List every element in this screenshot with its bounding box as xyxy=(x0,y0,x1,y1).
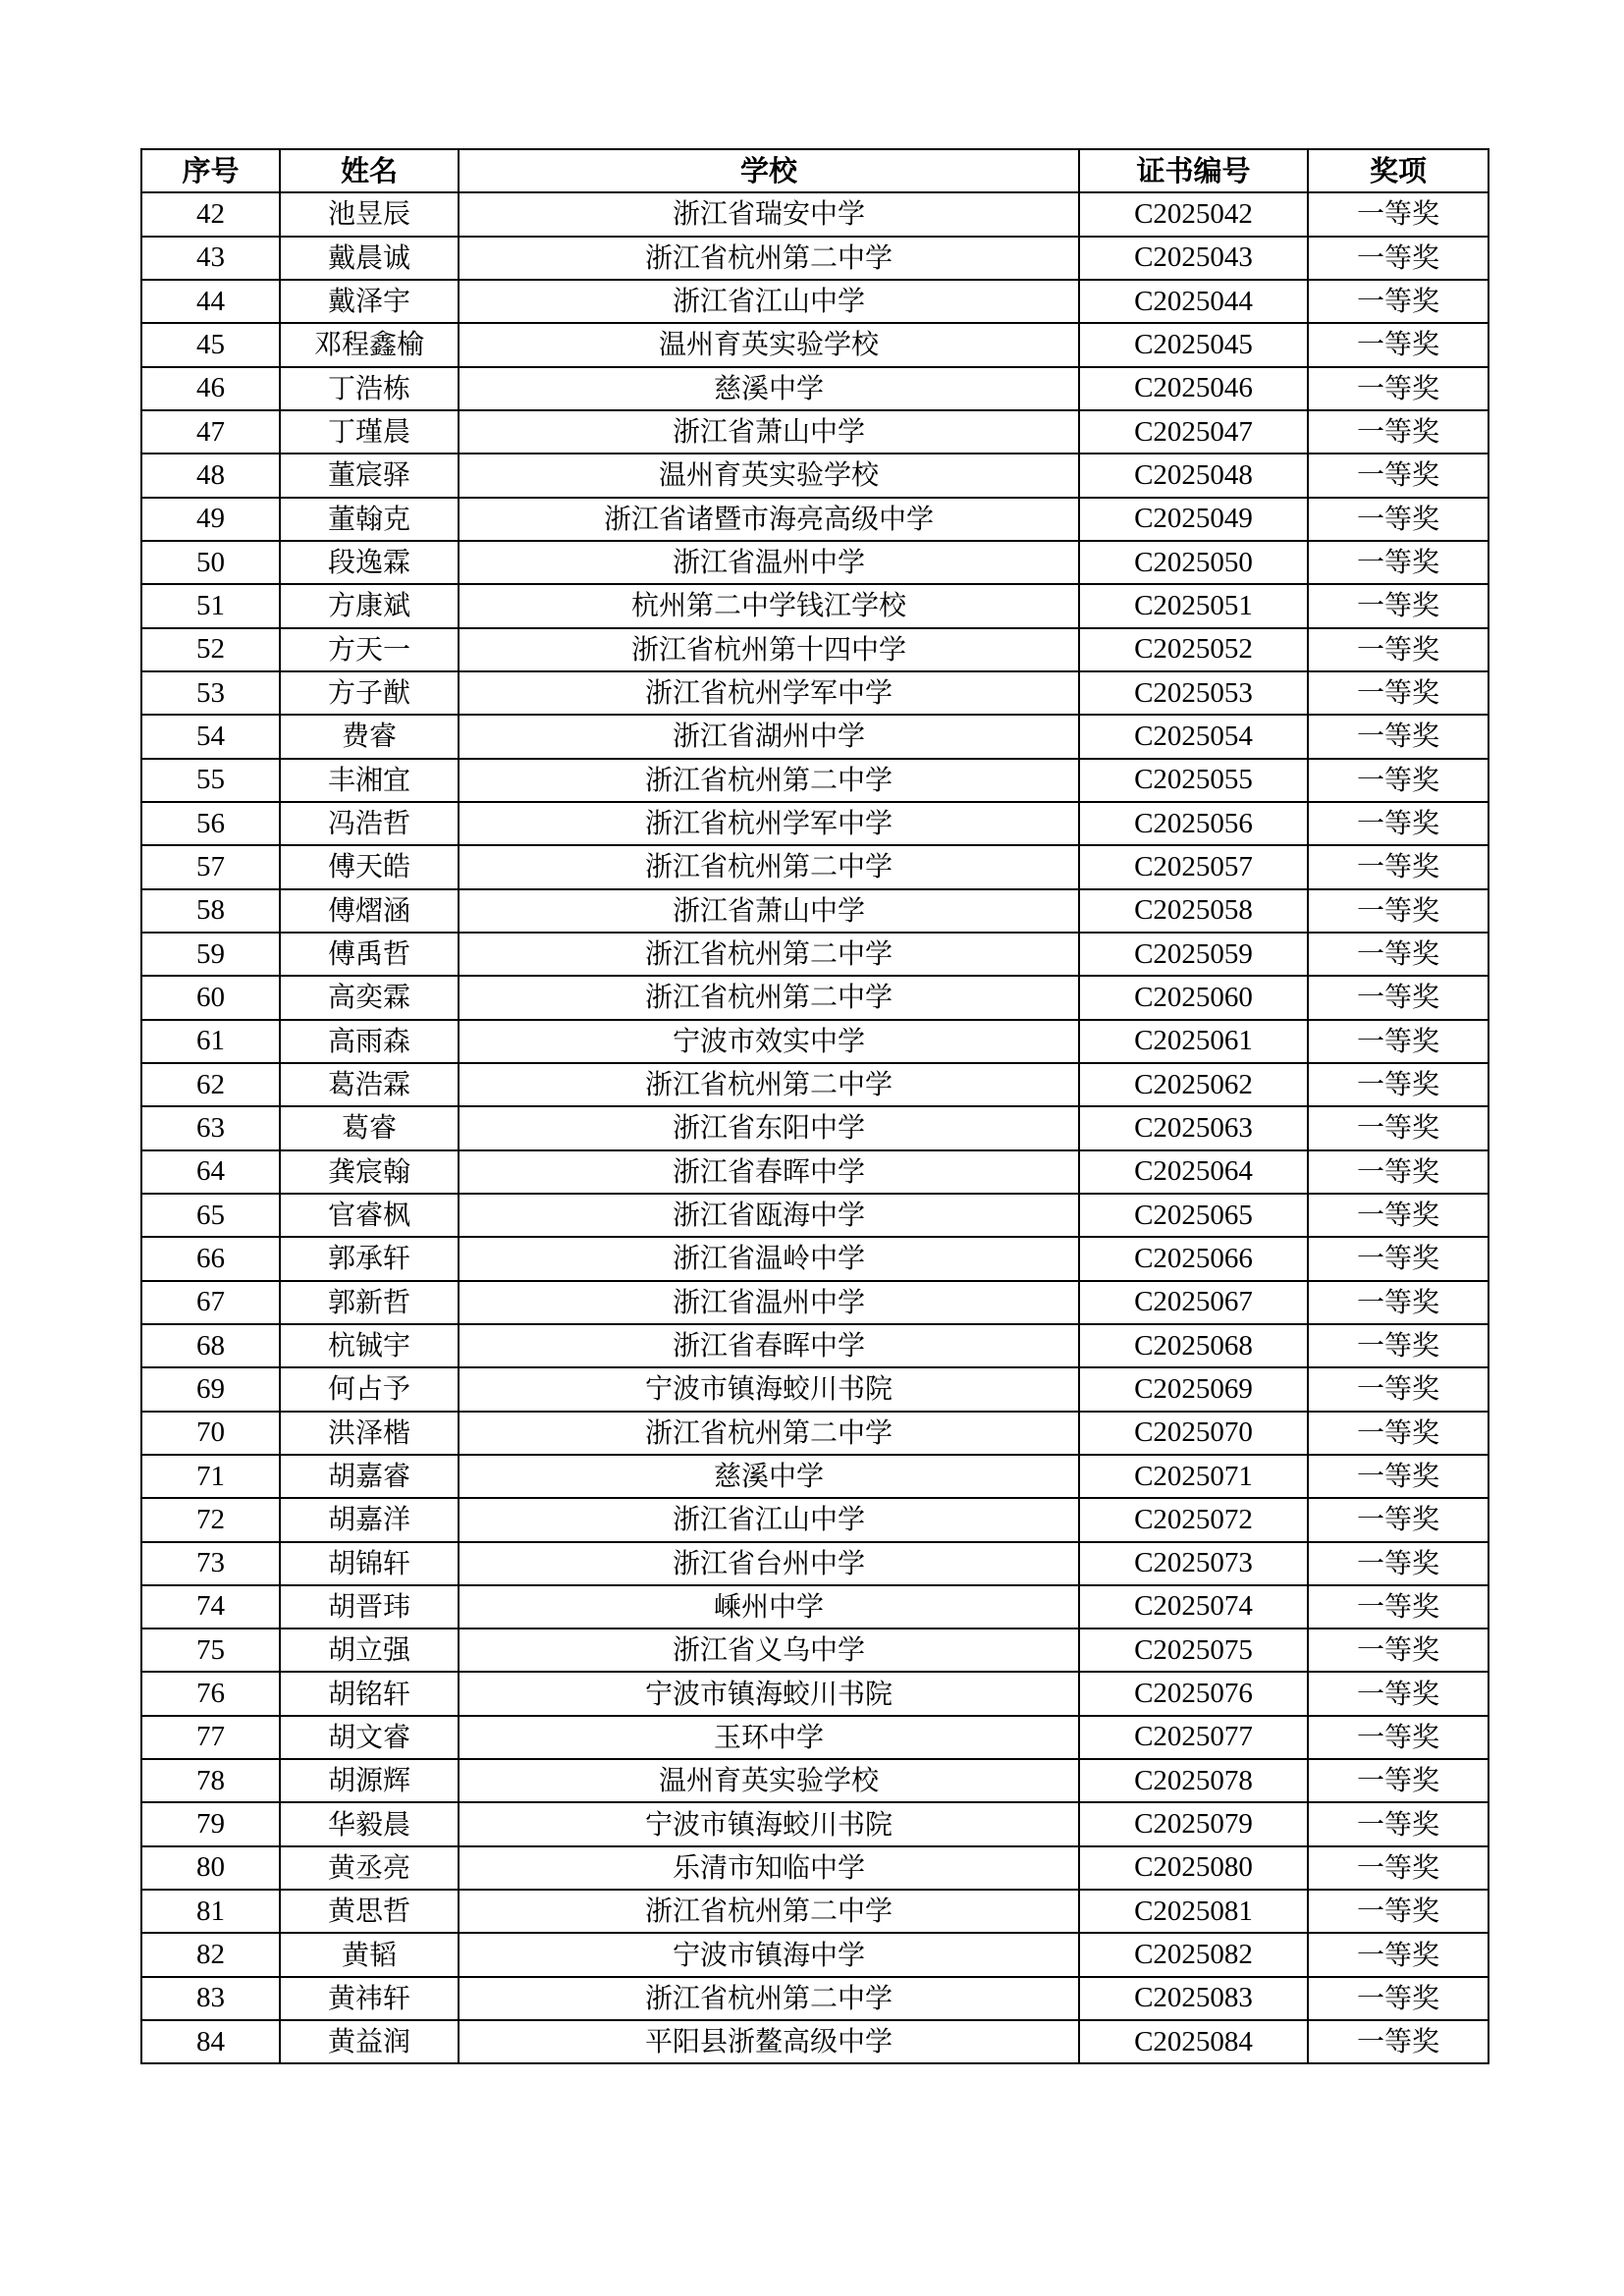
cell-award: 一等奖 xyxy=(1308,1759,1489,1802)
cell-name: 傅天皓 xyxy=(280,845,459,888)
table-row xyxy=(141,976,1489,1019)
cell-seq: 55 xyxy=(141,759,280,802)
cell-seq: 84 xyxy=(141,2020,280,2063)
table-row xyxy=(141,1629,1489,1672)
header-award: 奖项 xyxy=(1308,149,1489,192)
cell-cert: C2025050 xyxy=(1079,541,1308,584)
cell-cert: C2025066 xyxy=(1079,1237,1308,1280)
cell-seq: 75 xyxy=(141,1629,280,1672)
cell-name: 龚宸翰 xyxy=(280,1150,459,1194)
cell-cert: C2025049 xyxy=(1079,498,1308,541)
cell-seq: 82 xyxy=(141,1933,280,1976)
cell-name: 胡晋玮 xyxy=(280,1585,459,1629)
table-row xyxy=(141,1585,1489,1629)
cell-award: 一等奖 xyxy=(1308,628,1489,671)
cell-school: 浙江省杭州第二中学 xyxy=(459,1890,1079,1933)
table-row xyxy=(141,1498,1489,1541)
cell-cert: C2025082 xyxy=(1079,1933,1308,1976)
cell-cert: C2025055 xyxy=(1079,759,1308,802)
cell-name: 丰湘宜 xyxy=(280,759,459,802)
cell-seq: 74 xyxy=(141,1585,280,1629)
table-row xyxy=(141,1933,1489,1976)
cell-cert: C2025070 xyxy=(1079,1412,1308,1455)
cell-school: 浙江省瑞安中学 xyxy=(459,192,1079,236)
cell-seq: 65 xyxy=(141,1194,280,1237)
cell-seq: 56 xyxy=(141,802,280,845)
cell-seq: 80 xyxy=(141,1846,280,1890)
table-row xyxy=(141,1455,1489,1498)
cell-seq: 78 xyxy=(141,1759,280,1802)
cell-seq: 58 xyxy=(141,889,280,933)
table-row xyxy=(141,192,1489,236)
cell-school: 温州育英实验学校 xyxy=(459,454,1079,497)
cell-award: 一等奖 xyxy=(1308,454,1489,497)
cell-cert: C2025062 xyxy=(1079,1063,1308,1106)
table-row xyxy=(141,889,1489,933)
cell-seq: 71 xyxy=(141,1455,280,1498)
table-row xyxy=(141,584,1489,627)
cell-school: 浙江省杭州学军中学 xyxy=(459,671,1079,715)
cell-award: 一等奖 xyxy=(1308,1063,1489,1106)
cell-award: 一等奖 xyxy=(1308,1629,1489,1672)
header-name: 姓名 xyxy=(280,149,459,192)
table-row xyxy=(141,1281,1489,1324)
cell-name: 胡源辉 xyxy=(280,1759,459,1802)
cell-name: 黄祎轩 xyxy=(280,1977,459,2020)
table-row xyxy=(141,1716,1489,1759)
header-seq: 序号 xyxy=(141,149,280,192)
cell-school: 浙江省诸暨市海亮高级中学 xyxy=(459,498,1079,541)
cell-seq: 60 xyxy=(141,976,280,1019)
cell-name: 杭铖宇 xyxy=(280,1324,459,1367)
table-row xyxy=(141,1759,1489,1802)
cell-award: 一等奖 xyxy=(1308,323,1489,366)
header-school: 学校 xyxy=(459,149,1079,192)
cell-award: 一等奖 xyxy=(1308,1933,1489,1976)
table-row xyxy=(141,2020,1489,2063)
cell-seq: 50 xyxy=(141,541,280,584)
cell-school: 浙江省台州中学 xyxy=(459,1542,1079,1585)
cell-award: 一等奖 xyxy=(1308,1846,1489,1890)
cell-award: 一等奖 xyxy=(1308,498,1489,541)
cell-award: 一等奖 xyxy=(1308,541,1489,584)
cell-name: 丁浩栋 xyxy=(280,367,459,410)
table-row xyxy=(141,1194,1489,1237)
cell-seq: 42 xyxy=(141,192,280,236)
cell-name: 葛睿 xyxy=(280,1106,459,1149)
cell-cert: C2025063 xyxy=(1079,1106,1308,1149)
table-row xyxy=(141,1412,1489,1455)
cell-name: 董宸驿 xyxy=(280,454,459,497)
cell-award: 一等奖 xyxy=(1308,367,1489,410)
cell-award: 一等奖 xyxy=(1308,280,1489,323)
cell-cert: C2025047 xyxy=(1079,410,1308,454)
cell-name: 邓程鑫榆 xyxy=(280,323,459,366)
cell-school: 浙江省萧山中学 xyxy=(459,889,1079,933)
cell-award: 一等奖 xyxy=(1308,2020,1489,2063)
cell-cert: C2025058 xyxy=(1079,889,1308,933)
table-row xyxy=(141,845,1489,888)
cell-cert: C2025069 xyxy=(1079,1367,1308,1411)
cell-school: 浙江省瓯海中学 xyxy=(459,1194,1079,1237)
cell-seq: 66 xyxy=(141,1237,280,1280)
cell-school: 浙江省春晖中学 xyxy=(459,1324,1079,1367)
cell-seq: 67 xyxy=(141,1281,280,1324)
table-row xyxy=(141,1890,1489,1933)
cell-school: 嵊州中学 xyxy=(459,1585,1079,1629)
cell-cert: C2025053 xyxy=(1079,671,1308,715)
cell-school: 慈溪中学 xyxy=(459,1455,1079,1498)
cell-award: 一等奖 xyxy=(1308,1412,1489,1455)
cell-award: 一等奖 xyxy=(1308,1498,1489,1541)
cell-name: 傅熠涵 xyxy=(280,889,459,933)
cell-cert: C2025042 xyxy=(1079,192,1308,236)
cell-award: 一等奖 xyxy=(1308,1281,1489,1324)
cell-name: 何占予 xyxy=(280,1367,459,1411)
cell-award: 一等奖 xyxy=(1308,976,1489,1019)
cell-seq: 83 xyxy=(141,1977,280,2020)
cell-school: 宁波市镇海蛟川书院 xyxy=(459,1802,1079,1845)
cell-award: 一等奖 xyxy=(1308,1672,1489,1715)
cell-seq: 76 xyxy=(141,1672,280,1715)
cell-award: 一等奖 xyxy=(1308,1237,1489,1280)
cell-award: 一等奖 xyxy=(1308,1324,1489,1367)
cell-cert: C2025046 xyxy=(1079,367,1308,410)
cell-name: 冯浩哲 xyxy=(280,802,459,845)
cell-name: 黄丞亮 xyxy=(280,1846,459,1890)
cell-cert: C2025075 xyxy=(1079,1629,1308,1672)
cell-seq: 61 xyxy=(141,1020,280,1063)
cell-name: 洪泽楷 xyxy=(280,1412,459,1455)
cell-name: 方子猷 xyxy=(280,671,459,715)
cell-award: 一等奖 xyxy=(1308,1020,1489,1063)
cell-seq: 44 xyxy=(141,280,280,323)
cell-name: 黄思哲 xyxy=(280,1890,459,1933)
table-row xyxy=(141,280,1489,323)
cell-seq: 51 xyxy=(141,584,280,627)
table-row xyxy=(141,1802,1489,1845)
cell-cert: C2025076 xyxy=(1079,1672,1308,1715)
cell-award: 一等奖 xyxy=(1308,933,1489,976)
cell-cert: C2025054 xyxy=(1079,715,1308,758)
cell-award: 一等奖 xyxy=(1308,845,1489,888)
cell-seq: 73 xyxy=(141,1542,280,1585)
cell-school: 乐清市知临中学 xyxy=(459,1846,1079,1890)
cell-school: 浙江省江山中学 xyxy=(459,1498,1079,1541)
cell-seq: 77 xyxy=(141,1716,280,1759)
table-row xyxy=(141,1150,1489,1194)
cell-award: 一等奖 xyxy=(1308,1367,1489,1411)
cell-award: 一等奖 xyxy=(1308,1106,1489,1149)
cell-name: 丁瑾晨 xyxy=(280,410,459,454)
cell-school: 温州育英实验学校 xyxy=(459,1759,1079,1802)
cell-seq: 81 xyxy=(141,1890,280,1933)
cell-cert: C2025074 xyxy=(1079,1585,1308,1629)
cell-school: 宁波市效实中学 xyxy=(459,1020,1079,1063)
cell-name: 池昱辰 xyxy=(280,192,459,236)
cell-seq: 70 xyxy=(141,1412,280,1455)
cell-cert: C2025080 xyxy=(1079,1846,1308,1890)
table-row xyxy=(141,1324,1489,1367)
cell-seq: 68 xyxy=(141,1324,280,1367)
cell-school: 浙江省杭州第十四中学 xyxy=(459,628,1079,671)
cell-cert: C2025071 xyxy=(1079,1455,1308,1498)
cell-award: 一等奖 xyxy=(1308,192,1489,236)
cell-school: 浙江省义乌中学 xyxy=(459,1629,1079,1672)
cell-award: 一等奖 xyxy=(1308,237,1489,280)
cell-award: 一等奖 xyxy=(1308,410,1489,454)
cell-school: 浙江省江山中学 xyxy=(459,280,1079,323)
cell-cert: C2025065 xyxy=(1079,1194,1308,1237)
cell-award: 一等奖 xyxy=(1308,1194,1489,1237)
cell-school: 浙江省杭州第二中学 xyxy=(459,759,1079,802)
table-row xyxy=(141,1977,1489,2020)
cell-cert: C2025061 xyxy=(1079,1020,1308,1063)
cell-cert: C2025057 xyxy=(1079,845,1308,888)
cell-award: 一等奖 xyxy=(1308,671,1489,715)
cell-seq: 53 xyxy=(141,671,280,715)
cell-school: 浙江省杭州第二中学 xyxy=(459,976,1079,1019)
cell-school: 浙江省杭州第二中学 xyxy=(459,845,1079,888)
table-row xyxy=(141,1542,1489,1585)
cell-cert: C2025084 xyxy=(1079,2020,1308,2063)
cell-school: 慈溪中学 xyxy=(459,367,1079,410)
cell-seq: 45 xyxy=(141,323,280,366)
cell-school: 浙江省杭州学军中学 xyxy=(459,802,1079,845)
cell-seq: 64 xyxy=(141,1150,280,1194)
cell-school: 浙江省杭州第二中学 xyxy=(459,1412,1079,1455)
cell-cert: C2025064 xyxy=(1079,1150,1308,1194)
cell-name: 董翰克 xyxy=(280,498,459,541)
cell-award: 一等奖 xyxy=(1308,759,1489,802)
table-body xyxy=(141,192,1489,2063)
cell-award: 一等奖 xyxy=(1308,1542,1489,1585)
cell-award: 一等奖 xyxy=(1308,1977,1489,2020)
table-row xyxy=(141,1367,1489,1411)
cell-school: 浙江省杭州第二中学 xyxy=(459,1063,1079,1106)
cell-cert: C2025052 xyxy=(1079,628,1308,671)
cell-name: 戴晨诚 xyxy=(280,237,459,280)
cell-award: 一等奖 xyxy=(1308,584,1489,627)
table-row xyxy=(141,1846,1489,1890)
cell-school: 浙江省萧山中学 xyxy=(459,410,1079,454)
cell-name: 高雨森 xyxy=(280,1020,459,1063)
cell-name: 胡嘉睿 xyxy=(280,1455,459,1498)
table-row xyxy=(141,933,1489,976)
table-row xyxy=(141,498,1489,541)
table-row xyxy=(141,1063,1489,1106)
cell-award: 一等奖 xyxy=(1308,1890,1489,1933)
cell-school: 浙江省杭州第二中学 xyxy=(459,1977,1079,2020)
cell-award: 一等奖 xyxy=(1308,1802,1489,1845)
cell-school: 浙江省温州中学 xyxy=(459,1281,1079,1324)
cell-name: 黄韬 xyxy=(280,1933,459,1976)
cell-name: 胡锦轩 xyxy=(280,1542,459,1585)
cell-name: 胡立强 xyxy=(280,1629,459,1672)
cell-award: 一等奖 xyxy=(1308,889,1489,933)
cell-seq: 59 xyxy=(141,933,280,976)
cell-school: 浙江省杭州第二中学 xyxy=(459,933,1079,976)
cell-cert: C2025043 xyxy=(1079,237,1308,280)
table-row xyxy=(141,1020,1489,1063)
cell-name: 胡嘉洋 xyxy=(280,1498,459,1541)
cell-seq: 79 xyxy=(141,1802,280,1845)
cell-name: 官睿枫 xyxy=(280,1194,459,1237)
cell-seq: 62 xyxy=(141,1063,280,1106)
cell-name: 胡文睿 xyxy=(280,1716,459,1759)
cell-seq: 49 xyxy=(141,498,280,541)
cell-cert: C2025067 xyxy=(1079,1281,1308,1324)
cell-cert: C2025059 xyxy=(1079,933,1308,976)
cell-cert: C2025083 xyxy=(1079,1977,1308,2020)
cell-name: 葛浩霖 xyxy=(280,1063,459,1106)
table-row xyxy=(141,1237,1489,1280)
cell-name: 华毅晨 xyxy=(280,1802,459,1845)
table-row xyxy=(141,237,1489,280)
cell-award: 一等奖 xyxy=(1308,1585,1489,1629)
cell-cert: C2025079 xyxy=(1079,1802,1308,1845)
table-row xyxy=(141,802,1489,845)
cell-cert: C2025072 xyxy=(1079,1498,1308,1541)
table-header-row xyxy=(141,149,1489,192)
cell-cert: C2025068 xyxy=(1079,1324,1308,1367)
cell-cert: C2025077 xyxy=(1079,1716,1308,1759)
cell-cert: C2025073 xyxy=(1079,1542,1308,1585)
cell-cert: C2025060 xyxy=(1079,976,1308,1019)
cell-name: 胡铭轩 xyxy=(280,1672,459,1715)
cell-seq: 63 xyxy=(141,1106,280,1149)
cell-seq: 72 xyxy=(141,1498,280,1541)
cell-cert: C2025051 xyxy=(1079,584,1308,627)
cell-award: 一等奖 xyxy=(1308,1455,1489,1498)
cell-name: 段逸霖 xyxy=(280,541,459,584)
cell-school: 平阳县浙鳌高级中学 xyxy=(459,2020,1079,2063)
award-list-table xyxy=(140,148,1489,2064)
cell-school: 浙江省温州中学 xyxy=(459,541,1079,584)
cell-name: 郭新哲 xyxy=(280,1281,459,1324)
cell-award: 一等奖 xyxy=(1308,802,1489,845)
cell-award: 一等奖 xyxy=(1308,1716,1489,1759)
cell-name: 郭承轩 xyxy=(280,1237,459,1280)
cell-seq: 54 xyxy=(141,715,280,758)
table-row xyxy=(141,367,1489,410)
cell-school: 宁波市镇海蛟川书院 xyxy=(459,1367,1079,1411)
header-cert: 证书编号 xyxy=(1079,149,1308,192)
table-row xyxy=(141,1106,1489,1149)
table-row xyxy=(141,454,1489,497)
table-row xyxy=(141,541,1489,584)
cell-award: 一等奖 xyxy=(1308,715,1489,758)
cell-name: 傅禹哲 xyxy=(280,933,459,976)
cell-name: 黄益润 xyxy=(280,2020,459,2063)
cell-school: 浙江省东阳中学 xyxy=(459,1106,1079,1149)
cell-name: 戴泽宇 xyxy=(280,280,459,323)
cell-cert: C2025081 xyxy=(1079,1890,1308,1933)
cell-school: 杭州第二中学钱江学校 xyxy=(459,584,1079,627)
cell-school: 浙江省温岭中学 xyxy=(459,1237,1079,1280)
cell-seq: 57 xyxy=(141,845,280,888)
cell-seq: 47 xyxy=(141,410,280,454)
table-row xyxy=(141,715,1489,758)
cell-seq: 52 xyxy=(141,628,280,671)
cell-school: 浙江省杭州第二中学 xyxy=(459,237,1079,280)
cell-cert: C2025078 xyxy=(1079,1759,1308,1802)
cell-cert: C2025044 xyxy=(1079,280,1308,323)
table-row xyxy=(141,628,1489,671)
cell-name: 方康斌 xyxy=(280,584,459,627)
cell-seq: 69 xyxy=(141,1367,280,1411)
cell-name: 方天一 xyxy=(280,628,459,671)
table-row xyxy=(141,410,1489,454)
cell-school: 温州育英实验学校 xyxy=(459,323,1079,366)
cell-school: 宁波市镇海中学 xyxy=(459,1933,1079,1976)
cell-cert: C2025048 xyxy=(1079,454,1308,497)
cell-name: 费睿 xyxy=(280,715,459,758)
cell-award: 一等奖 xyxy=(1308,1150,1489,1194)
cell-seq: 48 xyxy=(141,454,280,497)
table-row xyxy=(141,1672,1489,1715)
cell-school: 玉环中学 xyxy=(459,1716,1079,1759)
table-row xyxy=(141,671,1489,715)
cell-name: 高奕霖 xyxy=(280,976,459,1019)
cell-school: 浙江省春晖中学 xyxy=(459,1150,1079,1194)
cell-school: 宁波市镇海蛟川书院 xyxy=(459,1672,1079,1715)
cell-cert: C2025045 xyxy=(1079,323,1308,366)
cell-seq: 43 xyxy=(141,237,280,280)
table-row xyxy=(141,323,1489,366)
cell-school: 浙江省湖州中学 xyxy=(459,715,1079,758)
table-row xyxy=(141,759,1489,802)
cell-cert: C2025056 xyxy=(1079,802,1308,845)
cell-seq: 46 xyxy=(141,367,280,410)
